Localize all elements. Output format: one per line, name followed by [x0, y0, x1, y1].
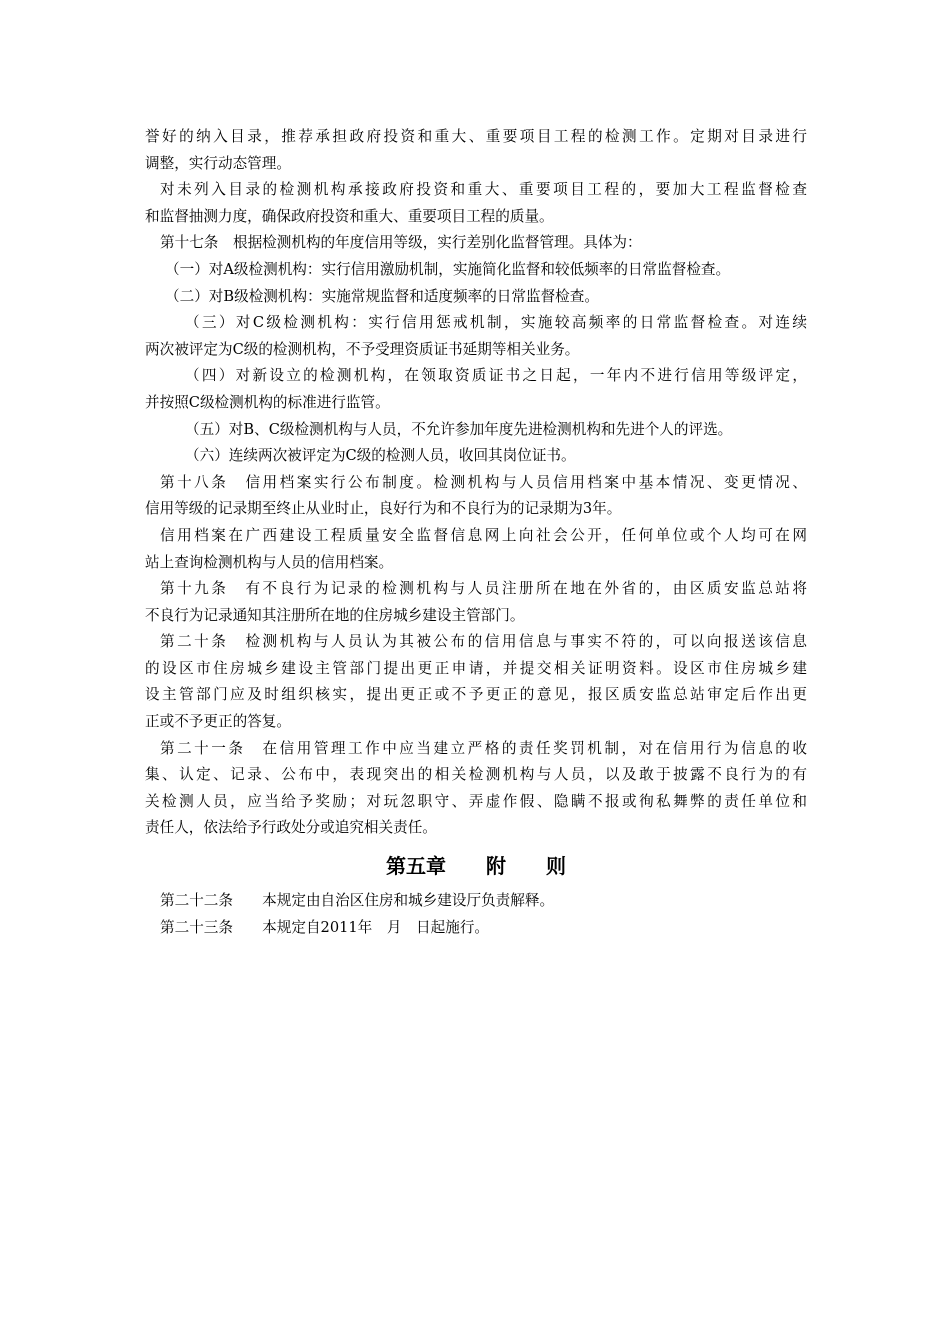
- p-credit-archive-public: [145, 523, 807, 576]
- article-17-item-2: [145, 284, 807, 311]
- article-23: 第二十三条 本规定自2011年 月 日起施行。: [160, 918, 490, 936]
- article-18: [145, 470, 807, 523]
- text-line: 不良行为记录通知其注册所在地的住房城乡建设主管部门。: [145, 606, 525, 624]
- document-body: [145, 124, 807, 941]
- regulation-text: [145, 124, 807, 842]
- text-line: 对未列入目录的检测机构承接政府投资和重大、重要项目工程的，要加大工程监督检查: [160, 181, 807, 199]
- article-17: [145, 230, 807, 257]
- text-line: 调整，实行动态管理。: [145, 154, 291, 172]
- article-17-item-5: [145, 417, 807, 444]
- text-line: 两次被评定为C级的检测机构，不予受理资质证书延期等相关业务。: [145, 340, 580, 358]
- text-line: 第二十条 检测机构与人员认为其被公布的信用信息与事实不符的，可以向报送该信息: [160, 633, 807, 651]
- text-line: 责任人，依法给予行政处分或追究相关责任。: [145, 819, 437, 837]
- text-line: 和监督抽测力度，确保政府投资和重大、重要项目工程的质量。: [145, 207, 554, 225]
- text-line: 第十八条 信用档案实行公布制度。检测机构与人员信用档案中基本情况、变更情况、: [160, 473, 807, 491]
- text-line: 誉好的纳入目录，推荐承担政府投资和重大、重要项目工程的检测工作。定期对目录进行: [145, 128, 807, 145]
- text-line: （二）对B级检测机构：实施常规监督和适度频率的日常监督检查。: [165, 287, 599, 305]
- p-unlisted-agencies: [145, 177, 807, 230]
- text-line: 并按照C级检测机构的标准进行监管。: [145, 393, 390, 411]
- text-line: 第十七条 根据检测机构的年度信用等级，实行差别化监督管理。具体为：: [160, 234, 642, 252]
- article-22: 第二十二条 本规定由自治区住房和城乡建设厅负责解释。: [160, 892, 555, 910]
- text-line: 站上查询检测机构与人员的信用档案。: [145, 553, 394, 571]
- article-19: [145, 576, 807, 629]
- text-line: 设主管部门应及时组织核实，提出更正或不予更正的意见，报区质安监总站审定后作出更: [145, 686, 807, 704]
- text-line: 关检测人员，应当给予奖励；对玩忽职守、弄虚作假、隐瞒不报或徇私舞弊的责任单位和: [145, 792, 807, 810]
- text-line: 正或不予更正的答复。: [145, 713, 291, 731]
- text-line: （五）对B、C级检测机构与人员，不允许参加年度先进检测机构和先进个人的评选。: [185, 420, 733, 438]
- closing-articles: [145, 888, 807, 941]
- text-line: 第十九条 有不良行为记录的检测机构与人员注册所在地在外省的，由区质安监总站将: [160, 580, 807, 598]
- article-20: [145, 629, 807, 735]
- text-line: 信用等级的记录期至终止从业时止，良好行为和不良行为的记录期为3年。: [145, 500, 622, 518]
- text-line: 第二十一条 在信用管理工作中应当建立严格的责任奖罚机制，对在信用行为信息的收: [160, 739, 807, 757]
- article-21: [145, 736, 807, 842]
- text-line: 集、认定、记录、公布中，表现突出的相关检测机构与人员，以及敢于披露不良行为的有: [145, 766, 807, 784]
- text-line: （三）对C级检测机构：实行信用惩戒机制，实施较高频率的日常监督检查。对连续: [185, 314, 807, 332]
- text-line: （一）对A级检测机构：实行信用激励机制，实施简化监督和较低频率的日常监督检查。: [165, 260, 731, 278]
- text-line: （四）对新设立的检测机构，在领取资质证书之日起，一年内不进行信用等级评定，: [185, 367, 807, 385]
- article-17-item-3: [145, 310, 807, 363]
- article-17-item-6: [145, 443, 807, 470]
- p-directory-continued: [145, 124, 807, 177]
- article-17-item-1: [145, 257, 807, 284]
- text-line: 的设区市住房城乡建设主管部门提出更正申请，并提交相关证明资料。设区市住房城乡建: [145, 659, 807, 677]
- chapter-heading: 第五章 附 则: [386, 854, 566, 879]
- text-line: 信用档案在广西建设工程质量安全监督信息网上向社会公开，任何单位或个人均可在网: [160, 526, 807, 544]
- text-line: （六）连续两次被评定为C级的检测人员，收回其岗位证书。: [185, 447, 576, 465]
- article-17-item-4: [145, 363, 807, 416]
